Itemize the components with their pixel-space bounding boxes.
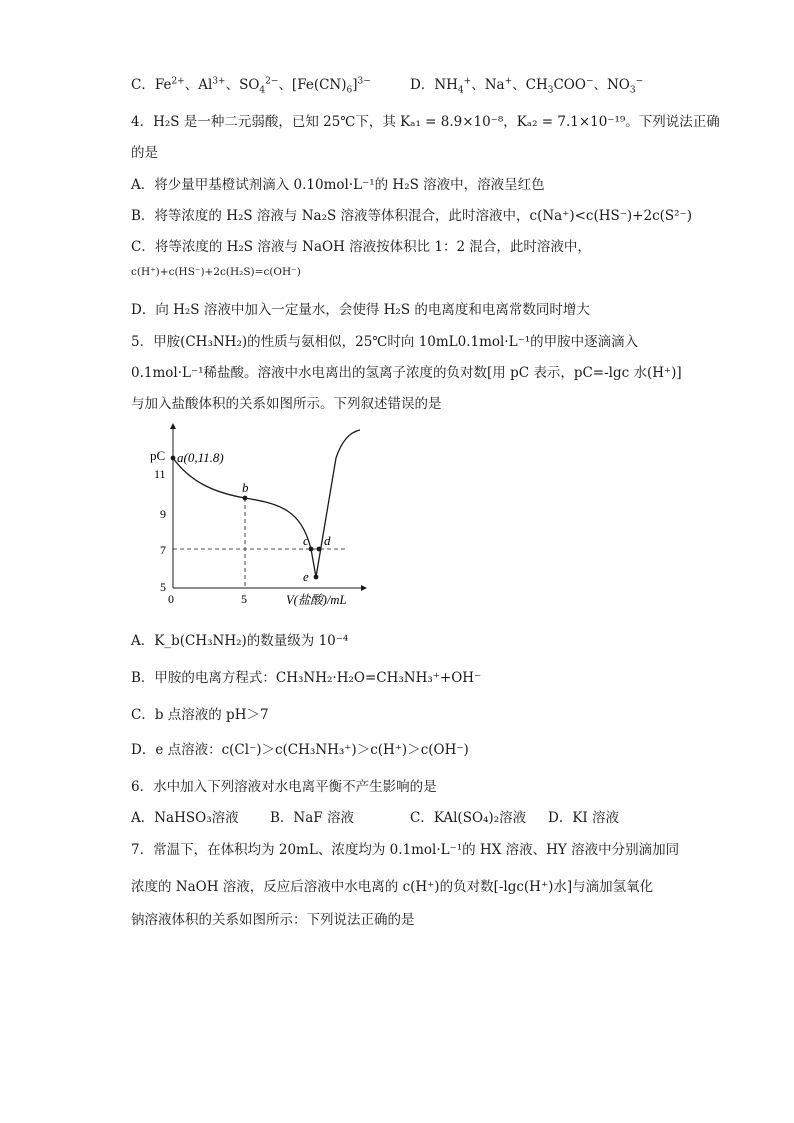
q5-option-d: D．e 点溶液：c(Cl⁻)＞c(CH₃NH₃⁺)＞c(H⁺)＞c(OH⁻): [131, 742, 469, 758]
q7-stem-line3: 钠溶液体积的关系如图所示：下列说法正确的是: [131, 912, 415, 928]
q6-option-b: B．NaF 溶液: [270, 810, 354, 826]
q6-option-d: D．KI 溶液: [548, 810, 620, 826]
q3-option-d: D．$NH_4^+$、Na+、$CH_3COO^-$、$NO_3^-$: [410, 76, 644, 96]
point-e-label: e: [303, 569, 309, 584]
pc-vs-volume-chart: [146, 418, 376, 610]
point-b-label: b: [242, 480, 249, 495]
q4-option-c: C．将等浓度的 H₂S 溶液与 NaOH 溶液按体积比 1：2 混合，此时溶液中，: [131, 239, 591, 255]
q6-stem: 6．水中加入下列溶液对水电离平衡不产生影响的是: [131, 779, 437, 795]
x-tick-0: 0: [168, 592, 174, 606]
point-e: [314, 575, 319, 580]
point-c-label: c: [303, 533, 309, 548]
point-a: [171, 456, 176, 461]
q6-option-c: C．KAl(SO₄)₂溶液: [410, 810, 527, 826]
point-b: [243, 496, 248, 501]
q5-option-c: C．b 点溶液的 pH＞7: [131, 707, 269, 723]
q5-stem-line1: 5．甲胺(CH₃NH₂)的性质与氨相似，25℃时向 10mL0.1mol·L⁻¹的甲胺中逐滴滴入: [131, 334, 639, 350]
y-tick-9: 9: [160, 507, 166, 521]
q4-stem-line2: 的是: [131, 145, 158, 161]
point-a-label: a(0,11.8): [177, 450, 224, 465]
q4-option-c-equation: c(H⁺)+c(HS⁻)+2c(H₂S)=c(OH⁻): [131, 266, 301, 278]
x-axis-label: V(盐酸)/mL: [286, 593, 347, 607]
q6-option-a: A．NaHSO₃溶液: [131, 810, 239, 826]
q4-option-d: D．向 H₂S 溶液中加入一定量水，会使得 H₂S 的电离度和电离常数同时增大: [131, 302, 590, 318]
point-d: [317, 547, 322, 552]
q4-option-a: A．将少量甲基橙试剂滴入 0.10mol·L⁻¹的 H₂S 溶液中，溶液呈红色: [131, 177, 545, 193]
q5-option-b: B．甲胺的电离方程式：CH₃NH₂·H₂O=CH₃NH₃⁺+OH⁻: [131, 670, 482, 686]
q5-stem-line3: 与加入盐酸体积的关系如图所示。下列叙述错误的是: [131, 396, 442, 412]
point-d-label: d: [324, 533, 331, 548]
y-tick-7: 7: [160, 543, 166, 557]
q7-stem-line2: 浓度的 NaOH 溶液，反应后溶液中水电离的 c(H⁺)的负对数[-lgc(H⁺)水]与滴加氢氧化: [131, 879, 654, 895]
y-tick-5: 5: [160, 580, 166, 594]
point-c: [309, 547, 314, 552]
q3-option-c: C．$Fe^{2+}$、$Al^{3+}$、$SO_4^{2-}$、$[Fe(CN)_6]^{3-}$: [131, 76, 371, 96]
q7-stem-line1: 7．常温下，在体积均为 20mL、浓度均为 0.1mol·L⁻¹的 HX 溶液、HY 溶液中分别滴加同: [131, 842, 680, 858]
x-tick-5: 5: [241, 592, 247, 606]
q5-stem-line2: 0.1mol·L⁻¹稀盐酸。溶液中水电离出的氢离子浓度的负对数[用 pC 表示，pC=-lgc 水(H⁺)]: [131, 365, 682, 381]
q4-stem-line1: 4．H₂S 是一种二元弱酸，已知 25℃下，其 Kₐ₁ = 8.9×10⁻⁸，Kₐ₂ = 7.1×10⁻¹⁹。下列说法正确: [131, 114, 720, 130]
q5-option-a: A．K_b(CH₃NH₂)的数量级为 10⁻⁴: [131, 633, 349, 649]
y-tick-11: 11: [154, 467, 166, 481]
q4-option-b: B．将等浓度的 H₂S 溶液与 Na₂S 溶液等体积混合，此时溶液中，c(Na⁺)<c(HS⁻)+2c(S²⁻): [131, 208, 692, 224]
y-axis-label: pC: [150, 448, 166, 463]
